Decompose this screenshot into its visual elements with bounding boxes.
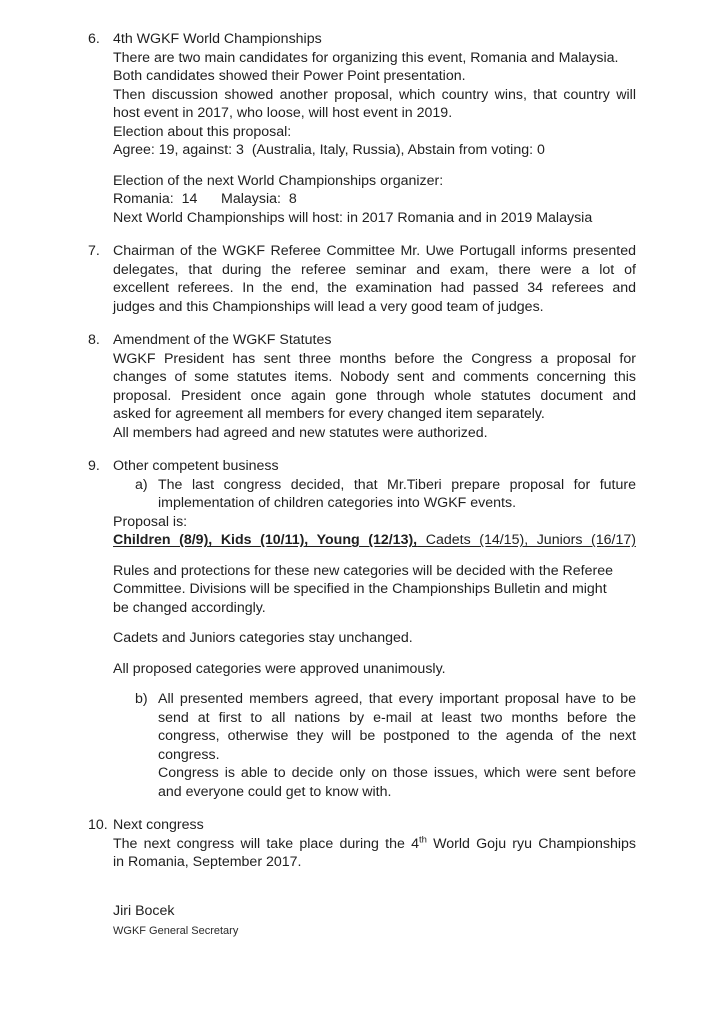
item9-rules-line2: Committee. Divisions will be specified in the Championships Bulletin and might: [113, 581, 607, 597]
item6-number: 6.: [88, 31, 100, 47]
agenda-item-7: [88, 242, 636, 316]
agenda-item-10: [88, 816, 636, 872]
item6-line-candidates: There are two main candidates for organizing this event, Romania and Malaysia.: [113, 49, 619, 66]
item9-sub-b-para1-line1: All presented members agreed, that every important proposal have to be: [158, 691, 636, 707]
item7-para-line2: delegates, that during the referee seminar and exam, there were a lot of: [113, 261, 636, 278]
item6-title: 4th WGKF World Championships: [113, 31, 322, 47]
item9-sub-b: [135, 690, 636, 801]
item7-para-line4: judges and this Championships will lead a very good team of judges.: [113, 298, 544, 315]
item6-body: [113, 30, 636, 227]
agenda-item-6: [88, 30, 636, 227]
signature-block: [113, 902, 636, 941]
item6-election-label: Election about this proposal:: [113, 123, 292, 140]
item7-para-line1: Chairman of the WGKF Referee Committee Mr. Uwe Portugall informs presented: [113, 243, 636, 259]
item10-title: Next congress: [113, 817, 204, 833]
item8-title: Amendment of the WGKF Statutes: [113, 332, 332, 348]
item9-title: Other competent business: [113, 458, 279, 474]
item9-sub-b-letter: b): [135, 691, 148, 707]
item6-hosts-line: Next World Championships will host: in 2017 Romania and in 2019 Malaysia: [113, 209, 593, 226]
item10-sentence-line1: [113, 835, 636, 854]
item7-para-line3: excellent referees. In the end, the examination had passed 34 referees and: [113, 280, 636, 296]
item9-categories-regular: Cadets (14/15), Juniors (16/17): [417, 532, 636, 548]
item9-rules-line3: be changed accordingly.: [113, 599, 266, 616]
item10-sentence-line2: in Romania, September 2017.: [113, 854, 302, 870]
item9-rules-line1: Rules and protections for these new categories will be decided with the Referee: [113, 562, 613, 579]
item8-para-line1: WGKF President has sent three months before the Congress a proposal for: [113, 350, 636, 367]
item8-number: 8.: [88, 332, 100, 348]
signature-name: Jiri Bocek: [113, 902, 175, 919]
item7-number: 7.: [88, 243, 100, 259]
item9-sub-a-line1: The last congress decided, that Mr.Tiberi prepare proposal for future: [158, 476, 636, 493]
item9-sub-a-letter: a): [135, 476, 148, 493]
item9-rules-paragraph: [113, 562, 636, 618]
item10-sentence-start: The next congress will take place during the 4: [113, 835, 419, 852]
item9-sub-b-para2-line2: and everyone could get to know with.: [158, 783, 392, 800]
item7-body: [113, 242, 636, 316]
item9-sub-b-para1-line3: congress, otherwise they will be postponed to the agenda of the next: [158, 728, 636, 744]
item9-body: [113, 457, 636, 801]
item9-categories-bold: Children (8/9), Kids (10/11), Young (12/13),: [113, 532, 418, 548]
item9-sub-b-para1-line4: congress.: [158, 746, 220, 763]
item9-categories-line: [113, 531, 636, 550]
item10-ordinal-superscript: th: [418, 833, 427, 845]
item9-sub-a-line2: implementation of children categories into WGKF events.: [158, 495, 517, 511]
item9-sub-a: [135, 476, 636, 513]
item9-proposal-label: Proposal is:: [113, 513, 188, 530]
item9-cadets-line: Cadets and Juniors categories stay unchanged.: [113, 630, 413, 646]
item8-agreed-line: All members had agreed and new statutes were authorized.: [113, 424, 488, 441]
item6-line-powerpoint: Both candidates showed their Power Point presentation.: [113, 68, 466, 84]
item8-body: [113, 331, 636, 442]
agenda-item-9: [88, 457, 636, 801]
item6-proposal-line2: host event in 2017, who loose, will host event in 2019.: [113, 105, 453, 121]
item9-sub-b-para2-line1: Congress is able to decide only on those issues, which were sent before: [158, 765, 636, 781]
item8-para-line3: proposal. President once again gone through whole statutes document and: [113, 387, 636, 404]
agenda-item-8: [88, 331, 636, 442]
item10-sentence-rest: World Goju ryu Championships: [426, 835, 636, 852]
item8-para-line4: asked for agreement all members for every changed item separately.: [113, 406, 545, 422]
item9-sub-b-para1-line2: send at first to all nations by e-mail at least two months before the: [158, 709, 636, 726]
item8-para-line2: changes of some statutes items. Nobody sent and comments concerning this: [113, 369, 636, 385]
item9-number: 9.: [88, 458, 100, 474]
signature-role: WGKF General Secretary: [113, 925, 239, 937]
item10-body: [113, 816, 636, 872]
item6-proposal-line1: Then discussion showed another proposal, which country wins, that country will: [113, 86, 636, 103]
item6-organizer-votes: Romania: 14 Malaysia: 8: [113, 191, 297, 207]
item10-number: 10.: [88, 817, 108, 833]
item9-sub-a-body: [158, 476, 636, 513]
item9-approved-line: All proposed categories were approved unanimously.: [113, 660, 446, 677]
item6-organizer-election-label: Election of the next World Championships organizer:: [113, 172, 444, 189]
item9-sub-b-body: [158, 690, 636, 801]
item6-vote-results: Agree: 19, against: 3 (Australia, Italy, Russia), Abstain from voting: 0: [113, 142, 545, 158]
